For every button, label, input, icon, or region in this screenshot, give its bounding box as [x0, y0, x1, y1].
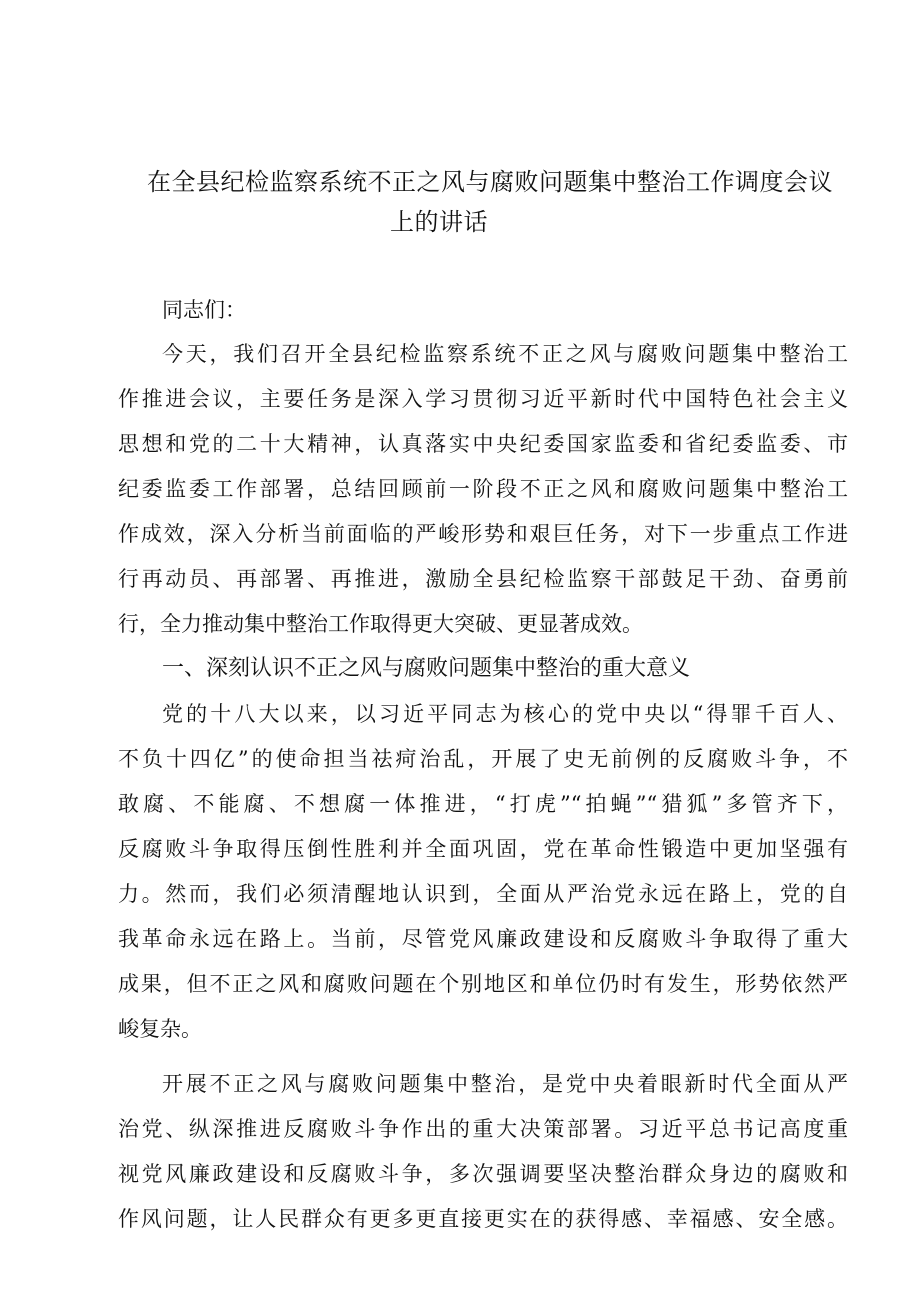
- paragraph-1-line: 作推进会议，主要任务是深入学习贯彻习近平新时代中国特色社会主义: [118, 387, 848, 411]
- paragraph-3-line: 开展不正之风与腐败问题集中整治，是党中央着眼新时代全面从严: [162, 1072, 848, 1096]
- paragraph-3-line: 视党风廉政建设和反腐败斗争，多次强调要坚决整治群众身边的腐败和: [118, 1162, 848, 1186]
- document-title-line1: 在全县纪检监察系统不正之风与腐败问题集中整治工作调度会议: [147, 168, 833, 196]
- paragraph-2-line: 峻复杂。: [118, 1017, 202, 1041]
- paragraph-1-line: 思想和党的二十大精神，认真落实中央纪委国家监委和省纪委监委、市: [118, 432, 848, 456]
- paragraph-3-line: 治党、纵深推进反腐败斗争作出的重大决策部署。习近平总书记高度重: [118, 1117, 848, 1141]
- paragraph-1-line: 今天，我们召开全县纪检监察系统不正之风与腐败问题集中整治工: [162, 342, 848, 366]
- paragraph-2-line: 力。然而，我们必须清醒地认识到，全面从严治党永远在路上，党的自: [118, 882, 848, 906]
- paragraph-1-line: 行，全力推动集中整治工作取得更大突破、更显著成效。: [118, 612, 643, 636]
- paragraph-2-line: 党的十八大以来，以习近平同志为核心的党中央以“得罪千百人、: [162, 702, 848, 726]
- document-title-line2: 上的讲话: [390, 208, 488, 236]
- paragraph-1-line: 行再动员、再部署、再推进，激励全县纪检监察干部鼓足干劲、奋勇前: [118, 567, 848, 591]
- paragraph-2-line: 敢腐、不能腐、不想腐一体推进，“打虎”“拍蝇”“猎狐”多管齐下，: [118, 792, 848, 816]
- paragraph-2-line: 不负十四亿”的使命担当祛疴治乱，开展了史无前例的反腐败斗争，不: [118, 747, 848, 771]
- salutation: 同志们：: [162, 298, 246, 322]
- paragraph-1-line: 作成效，深入分析当前面临的严峻形势和艰巨任务，对下一步重点工作进: [118, 522, 848, 546]
- section-heading-1: 一、深刻认识不正之风与腐败问题集中整治的重大意义: [162, 656, 691, 681]
- paragraph-2-line: 我革命永远在路上。当前，尽管党风廉政建设和反腐败斗争取得了重大: [118, 927, 848, 951]
- paragraph-2-line: 反腐败斗争取得压倒性胜利并全面巩固，党在革命性锻造中更加坚强有: [118, 837, 848, 861]
- paragraph-2-line: 成果，但不正之风和腐败问题在个别地区和单位仍时有发生，形势依然严: [118, 972, 848, 996]
- paragraph-1-line: 纪委监委工作部署，总结回顾前一阶段不正之风和腐败问题集中整治工: [118, 477, 848, 501]
- paragraph-3-line: 作风问题，让人民群众有更多更直接更实在的获得感、幸福感、安全感。: [118, 1207, 848, 1231]
